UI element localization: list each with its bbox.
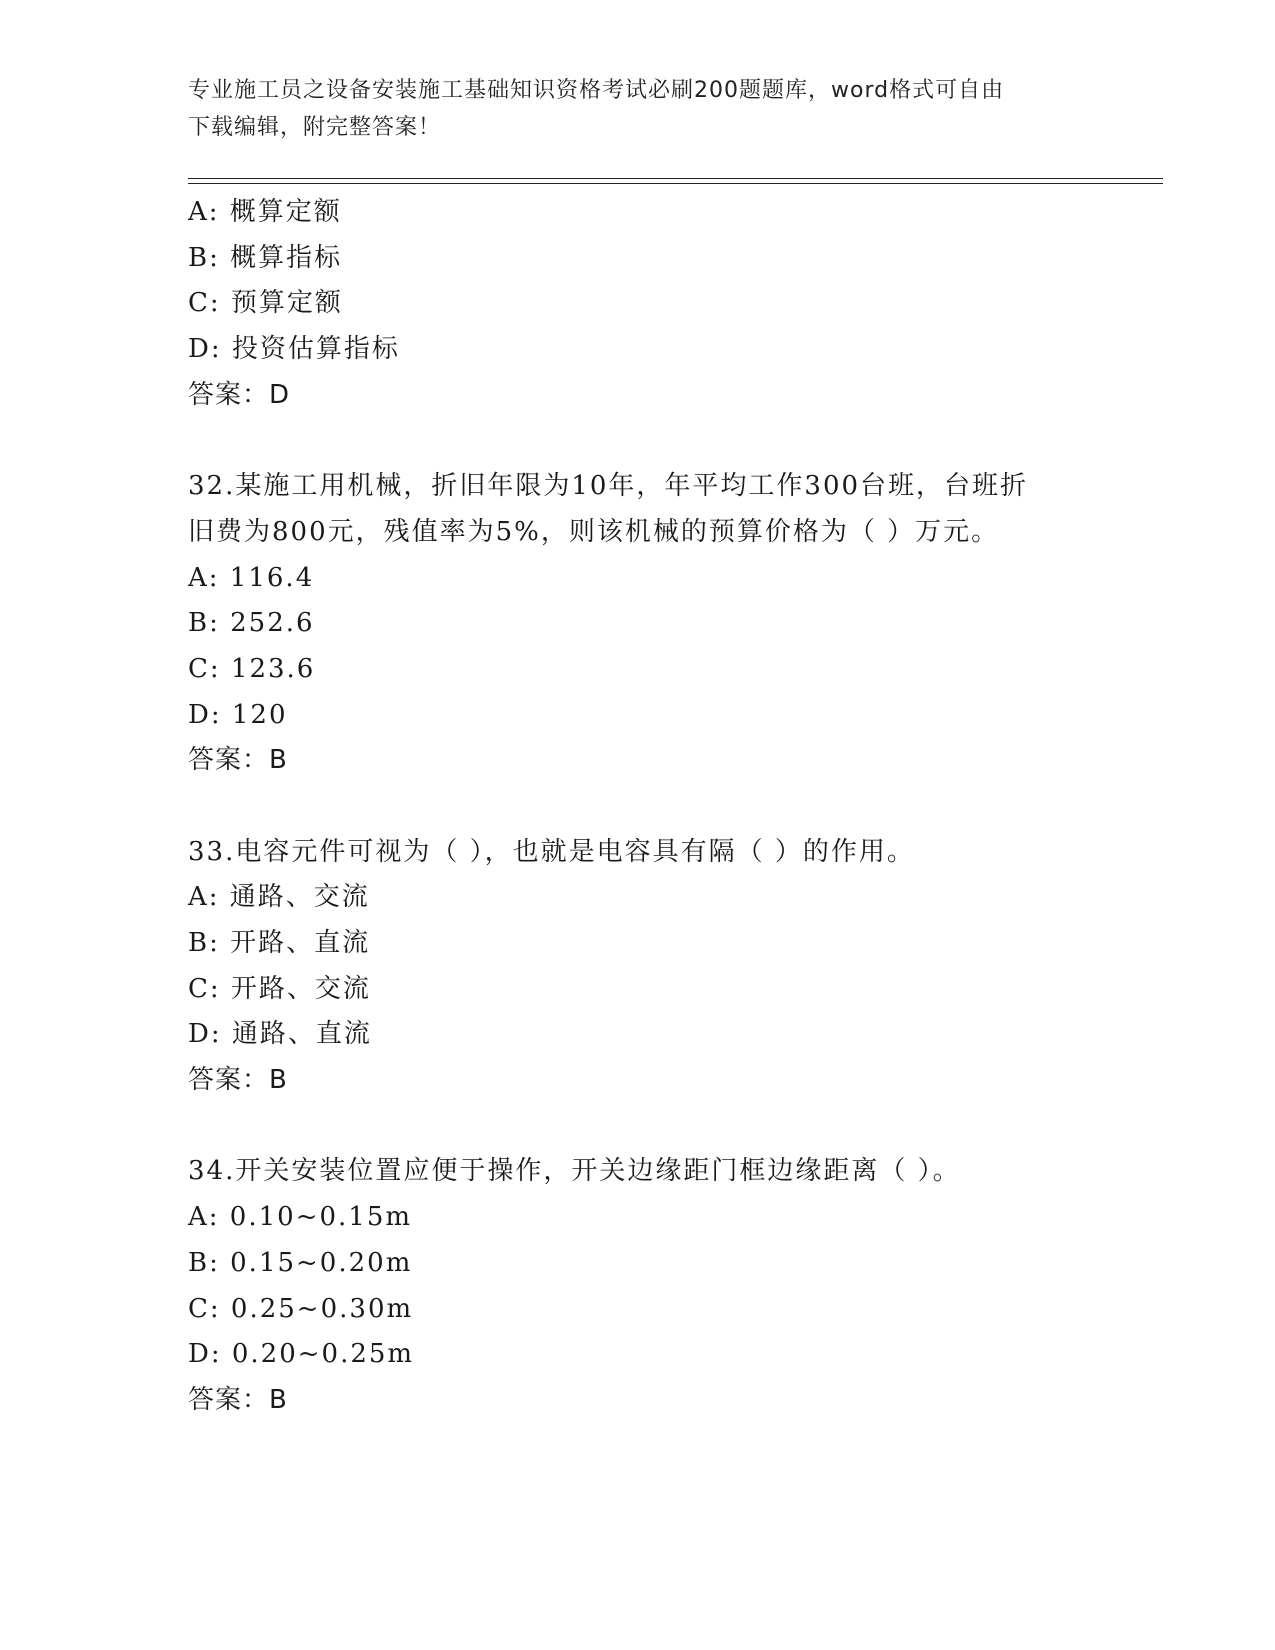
question-33 [188, 830, 1148, 1104]
spacer [188, 1104, 1148, 1150]
header-divider-top [188, 178, 1163, 179]
option-a: A: 通路、交流 [188, 882, 370, 913]
option-b: B: 开路、直流 [188, 928, 371, 958]
answer-line: 答案：D [188, 379, 291, 410]
option-c: C: 0.25~0.30m [188, 1293, 414, 1324]
option-b: B: 252.6 [188, 608, 315, 639]
answer-line: 答案：B [188, 745, 288, 776]
question-stem: 34.开关安装位置应便于操作，开关边缘距门框边缘距离（ ）。 [188, 1156, 961, 1187]
answer-line: 答案：B [188, 1065, 288, 1096]
option-a: A: 116.4 [188, 562, 315, 593]
option-c: C: 预算定额 [188, 288, 343, 319]
question-31 [188, 190, 1148, 418]
document-header [188, 72, 1088, 146]
option-d: D: 120 [188, 699, 288, 730]
option-a: A: 0.10~0.15m [188, 1202, 413, 1233]
option-b: B: 概算指标 [188, 242, 343, 273]
question-34 [188, 1149, 1148, 1423]
option-c: C: 123.6 [188, 653, 316, 684]
question-stem: 33.电容元件可视为（ ），也就是电容具有隔（ ）的作用。 [188, 836, 915, 867]
question-list [188, 190, 1148, 1424]
option-a: A: 概算定额 [188, 197, 342, 227]
option-d: D: 0.20~0.25m [188, 1339, 415, 1370]
header-divider-bottom [188, 183, 1163, 184]
question-32 [188, 464, 1148, 784]
option-c: C: 开路、交流 [188, 973, 371, 1004]
header-line-2: 下载编辑，附完整答案！ [188, 115, 442, 140]
question-stem-line-2: 旧费为800元，残值率为5%，则该机械的预算价格为（ ）万元。 [188, 516, 1000, 547]
answer-line: 答案：B [188, 1384, 288, 1415]
question-stem-line-1: 32.某施工用机械，折旧年限为10年，年平均工作300台班，台班折 [188, 471, 1029, 502]
option-d: D: 通路、直流 [188, 1019, 372, 1050]
spacer [188, 784, 1148, 830]
header-line-1: 专业施工员之设备安装施工基础知识资格考试必刷200题题库，word格式可自由 [188, 78, 1005, 103]
option-d: D: 投资估算指标 [188, 334, 400, 365]
spacer [188, 418, 1148, 464]
option-b: B: 0.15~0.20m [188, 1247, 413, 1278]
